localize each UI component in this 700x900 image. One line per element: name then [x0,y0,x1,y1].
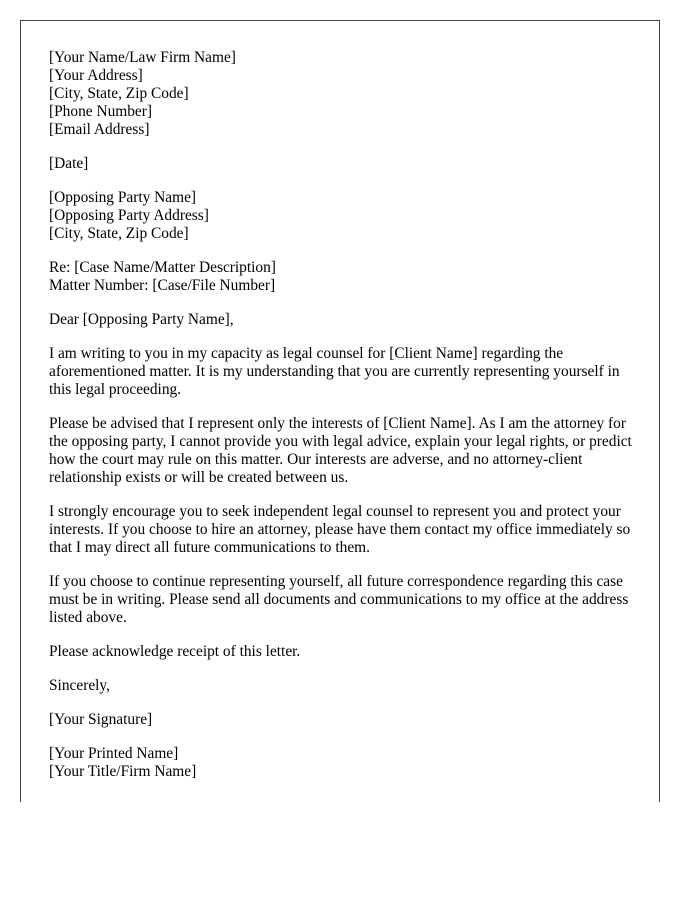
title-firm: [Your Title/Firm Name] [49,763,197,780]
body-paragraph: Please be advised that I represent only the interests of [Client Name]. As I am the attorney for the opposing party, I cannot provide you with legal advice, explain your legal rights, or predict how the court may rule on this matter. Our interests are adverse, and no attorney-client relationship exists or will be created between us. [49,415,632,486]
recipient-name: [Opposing Party Name] [49,189,197,206]
date: [Date] [49,155,89,172]
sender-block [49,49,631,139]
salutation: Dear [Opposing Party Name], [49,311,234,328]
body-paragraph: I strongly encourage you to seek independent legal counsel to represent you and protect your interests. If you choose to hire an attorney, please have them contact my office immediately so that I may direct all future communications to them. [49,503,631,556]
recipient-block [49,189,631,243]
sender-city: [City, State, Zip Code] [49,85,189,102]
letter-page [20,20,660,802]
body-paragraph: If you choose to continue representing yourself, all future correspondence regarding this case must be in writing. Please send all documents and communications to my office at the address listed above. [49,573,629,626]
body-paragraph: I am writing to you in my capacity as legal counsel for [Client Name] regarding the aforementioned matter. It is my understanding that you are currently representing yourself in this legal proceeding. [49,345,620,398]
sender-name: [Your Name/Law Firm Name] [49,49,236,66]
reference-block [49,259,631,295]
sender-email: [Email Address] [49,121,150,138]
signoff-block [49,745,631,781]
sender-address: [Your Address] [49,67,143,84]
recipient-city: [City, State, Zip Code] [49,225,189,242]
re-line: Re: [Case Name/Matter Description] [49,259,276,276]
sender-phone: [Phone Number] [49,103,153,120]
recipient-address: [Opposing Party Address] [49,207,209,224]
matter-number: Matter Number: [Case/File Number] [49,277,276,294]
signature: [Your Signature] [49,711,153,728]
body-paragraph: Please acknowledge receipt of this letter. [49,643,301,660]
printed-name: [Your Printed Name] [49,745,179,762]
closing: Sincerely, [49,677,110,694]
